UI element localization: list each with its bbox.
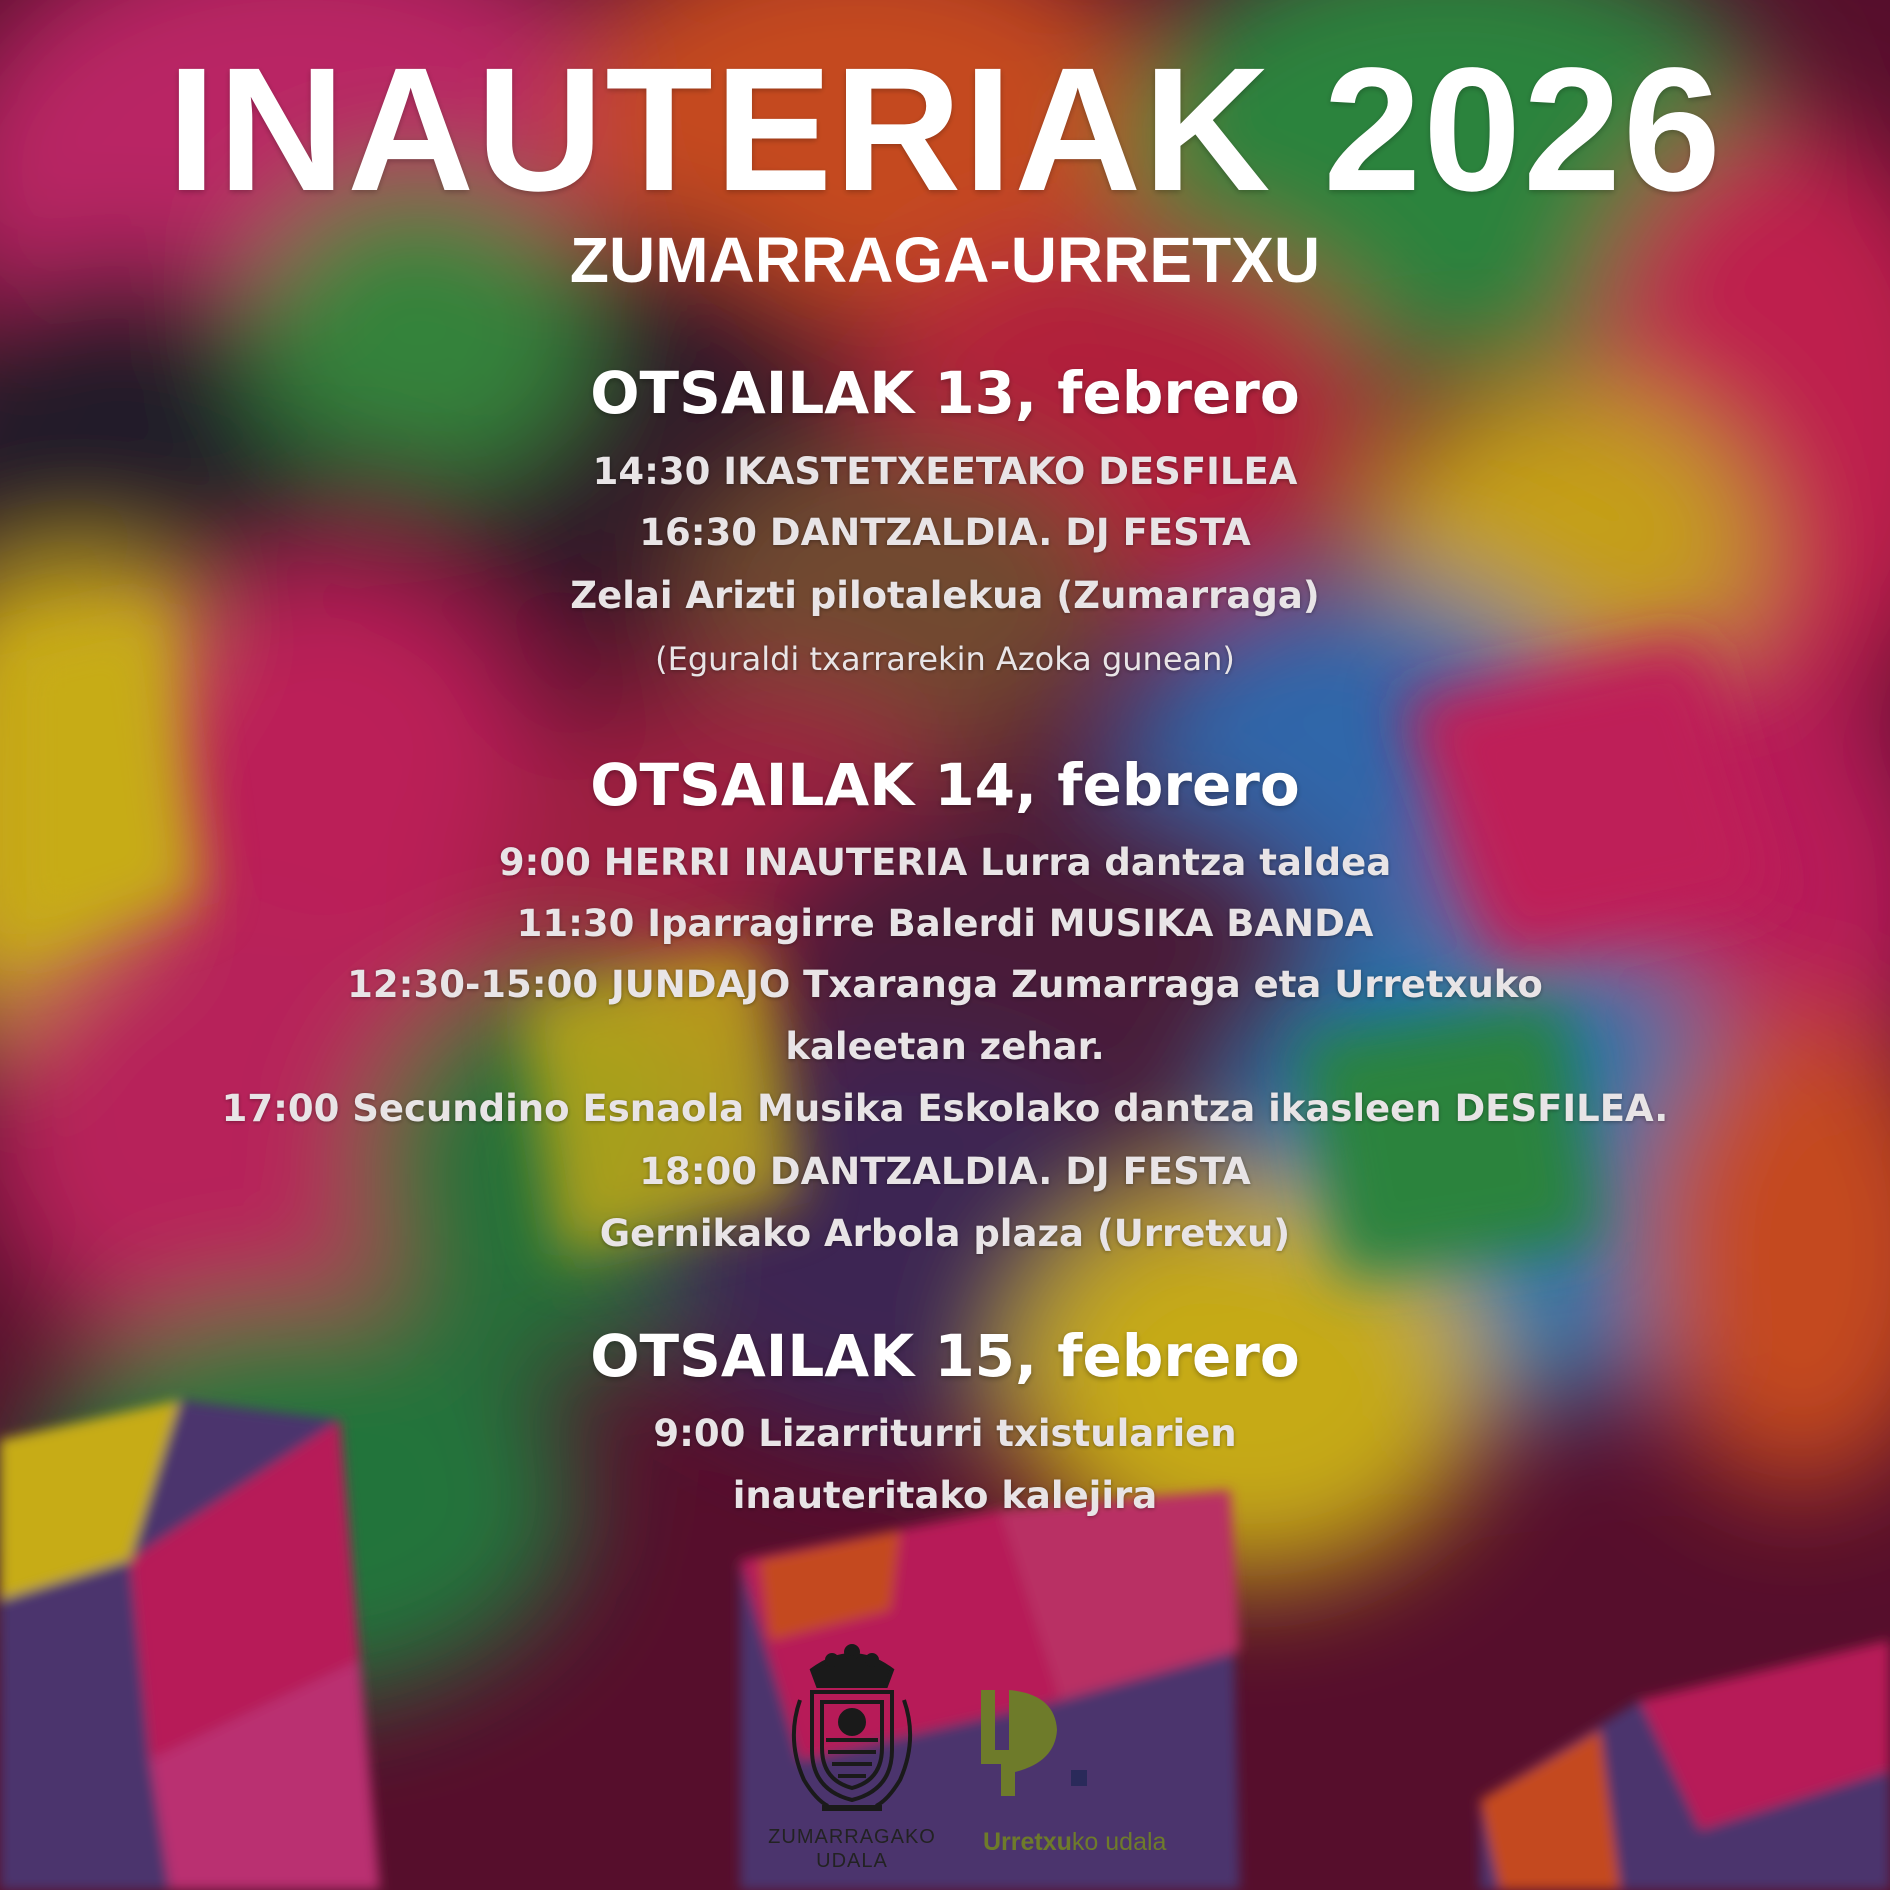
event-line: kaleetan zehar. xyxy=(785,1025,1105,1068)
event-line: 9:00 Lizarriturri txistularien xyxy=(653,1412,1237,1455)
zumarraga-logo xyxy=(752,1640,952,1890)
urretxu-logo xyxy=(975,1680,1215,1870)
sponsor-logos xyxy=(0,1640,1890,1890)
day-title-15: OTSAILAK 15, febrero xyxy=(590,1322,1300,1390)
poster-subtitle: ZUMARRAGA-URRETXU xyxy=(569,224,1321,296)
urretxu-mark-icon xyxy=(975,1680,1115,1820)
poster-title: INAUTERIAK 2026 xyxy=(167,32,1723,228)
day-title-14: OTSAILAK 14, febrero xyxy=(590,751,1300,819)
zumarraga-logo-line2: UDALA xyxy=(816,1850,888,1872)
event-line: 9:00 HERRI INAUTERIA Lurra dantza taldea xyxy=(498,841,1392,884)
event-line: 18:00 DANTZALDIA. DJ FESTA xyxy=(639,1150,1251,1193)
event-line: 16:30 DANTZALDIA. DJ FESTA xyxy=(639,511,1251,554)
event-line: 11:30 Iparragirre Balerdi MUSIKA BANDA xyxy=(516,902,1374,945)
coat-of-arms-icon xyxy=(782,1640,922,1820)
event-line: 17:00 Secundino Esnaola Musika Eskolako dantza ikasleen DESFILEA. xyxy=(221,1087,1669,1130)
event-line: 12:30-15:00 JUNDAJO Txaranga Zumarraga eta Urretxuko xyxy=(347,963,1543,1006)
zumarraga-logo-line1: ZUMARRAGAKO xyxy=(768,1826,936,1848)
event-line: Zelai Arizti pilotalekua (Zumarraga) xyxy=(570,574,1320,617)
weather-note: (Eguraldi txarrarekin Azoka gunean) xyxy=(655,640,1235,678)
event-line: Gernikako Arbola plaza (Urretxu) xyxy=(599,1212,1291,1255)
day-title-13: OTSAILAK 13, febrero xyxy=(590,359,1300,427)
event-line: 14:30 IKASTETXEETAKO DESFILEA xyxy=(592,450,1298,493)
event-line: inauteritako kalejira xyxy=(732,1474,1158,1517)
urretxu-logo-label: Urretxuko udala xyxy=(983,1828,1167,1856)
